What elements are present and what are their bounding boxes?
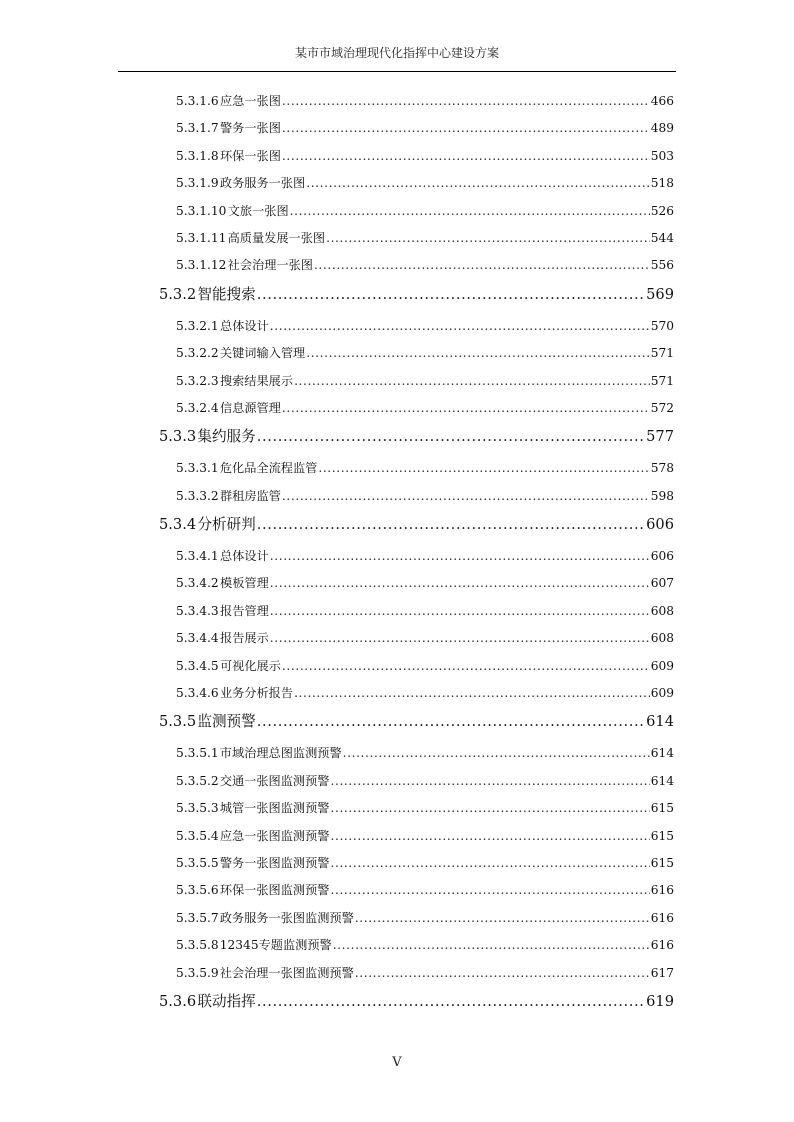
toc-dot-leader <box>257 517 645 533</box>
toc-entry-page: 606 <box>650 549 674 564</box>
toc-subsection-entry[interactable] <box>176 601 674 628</box>
toc-dot-leader <box>282 486 650 506</box>
toc-entry-number: 5.3.1.8 <box>176 148 219 163</box>
toc-entry-page: 466 <box>650 94 674 108</box>
toc-entry-page: 572 <box>650 400 674 415</box>
toc-entry-page: 619 <box>646 992 674 1010</box>
toc-entry-title: 文旅一张图 <box>227 203 289 218</box>
toc-entry-title: 交通一张图监测预警 <box>219 773 330 788</box>
toc-entry-number: 5.3.1.10 <box>176 203 227 218</box>
toc-subsection-entry[interactable] <box>176 683 674 710</box>
toc-entry-page: 556 <box>650 258 674 273</box>
toc-dot-leader <box>257 429 645 445</box>
toc-dot-leader <box>290 201 650 221</box>
toc-entry-page: 570 <box>650 318 674 333</box>
toc-dot-leader <box>355 963 650 983</box>
toc-dot-leader <box>306 343 650 363</box>
toc-entry-title: 政务服务一张图 <box>219 176 306 191</box>
toc-section-entry[interactable] <box>159 513 674 546</box>
toc-entry-page: 608 <box>650 631 674 646</box>
header-rule <box>118 71 676 72</box>
toc-dot-leader <box>343 743 650 763</box>
toc-entry-title: 搜索结果展示 <box>219 373 294 388</box>
toc-entry-page: 609 <box>650 658 674 673</box>
toc-entry-title: 可视化展示 <box>219 658 281 673</box>
toc-entry-page: 615 <box>650 855 674 870</box>
toc-subsection-entry[interactable] <box>176 91 674 118</box>
toc-entry-title: 总体设计 <box>220 318 269 333</box>
toc-entry-title: 警务一张图监测预警 <box>219 855 330 870</box>
toc-entry-title: 报告管理 <box>220 603 269 618</box>
toc-entry-title: 联动指挥 <box>197 992 256 1010</box>
toc-entry-number: 5.3.1.6 <box>176 94 219 108</box>
toc-dot-leader <box>294 371 650 391</box>
toc-dot-leader <box>282 118 650 138</box>
toc-dot-leader <box>270 316 650 336</box>
toc-entry-title: 环保一张图监测预警 <box>219 883 330 898</box>
toc-subsection-entry[interactable] <box>176 546 674 573</box>
toc-entry-number: 5.3.4.3 <box>176 603 219 618</box>
toc-dot-leader <box>331 826 650 846</box>
toc-entry-number: 5.3.2.3 <box>176 373 219 388</box>
toc-dot-leader <box>314 255 650 275</box>
toc-entry-page: 615 <box>650 828 674 843</box>
toc-entry-number: 5.3.5.6 <box>176 883 219 898</box>
toc-entry-title: 12345专题监测预警 <box>219 938 332 953</box>
toc-entry-number: 5.3.2 <box>159 285 197 303</box>
toc-entry-title: 危化品全流程监管 <box>219 461 318 476</box>
toc-entry-title: 社会治理一张图 <box>227 258 313 273</box>
toc-entry-page: 578 <box>650 461 674 476</box>
toc-entry-title: 环保一张图 <box>219 148 281 163</box>
toc-subsection-entry[interactable] <box>176 255 674 282</box>
toc-dot-leader <box>270 573 650 593</box>
toc-entry-title: 应急一张图 <box>219 94 281 108</box>
toc-section-entry[interactable] <box>159 425 674 458</box>
toc-dot-leader <box>355 908 650 928</box>
toc-entry-number: 5.3.2.1 <box>176 318 219 333</box>
toc-subsection-entry[interactable] <box>176 343 674 370</box>
toc-dot-leader <box>270 628 650 648</box>
toc-subsection-entry[interactable] <box>176 798 674 825</box>
toc-subsection-entry[interactable] <box>176 853 674 880</box>
toc-entry-number: 5.3.4 <box>159 516 197 534</box>
toc-subsection-entry[interactable] <box>176 316 674 343</box>
toc-entry-number: 5.3.3 <box>159 428 197 446</box>
toc-entry-number: 5.3.6 <box>159 992 197 1010</box>
toc-dot-leader <box>318 458 649 478</box>
toc-subsection-entry[interactable] <box>176 963 674 990</box>
toc-entry-page: 614 <box>646 713 674 731</box>
toc-entry-page: 577 <box>646 428 674 446</box>
toc-entry-number: 5.3.4.6 <box>176 686 219 701</box>
toc-entry-number: 5.3.5.3 <box>176 801 219 816</box>
toc-subsection-entry[interactable] <box>176 228 674 255</box>
toc-section-entry[interactable] <box>159 990 674 1023</box>
toc-entry-page: 615 <box>650 801 674 816</box>
toc-subsection-entry[interactable] <box>176 826 674 853</box>
toc-entry-page: 544 <box>650 230 674 245</box>
toc-subsection-entry[interactable] <box>176 146 674 173</box>
toc-section-entry[interactable] <box>159 283 674 316</box>
toc-subsection-entry[interactable] <box>176 743 674 770</box>
toc-subsection-entry[interactable] <box>176 398 674 425</box>
toc-entry-page: 616 <box>650 883 674 898</box>
toc-entry-number: 5.3.3.2 <box>176 488 219 503</box>
toc-subsection-entry[interactable] <box>176 486 674 513</box>
toc-dot-leader <box>294 683 650 703</box>
toc-entry-page: 598 <box>650 488 674 503</box>
toc-subsection-entry[interactable] <box>176 771 674 798</box>
toc-entry-title: 政务服务一张图监测预警 <box>219 910 354 925</box>
toc-entry-page: 489 <box>650 121 674 136</box>
toc-entry-title: 应急一张图监测预警 <box>219 828 330 843</box>
toc-entry-number: 5.3.5 <box>159 713 197 731</box>
toc-entry-title: 社会治理一张图监测预警 <box>219 965 354 980</box>
toc-dot-leader <box>331 853 650 873</box>
toc-entry-title: 城管一张图监测预警 <box>219 801 330 816</box>
toc-entry-number: 5.3.5.7 <box>176 910 219 925</box>
toc-entry-number: 5.3.5.2 <box>176 773 219 788</box>
toc-entry-page: 609 <box>650 686 674 701</box>
toc-entry-number: 5.3.5.9 <box>176 965 219 980</box>
toc-subsection-entry[interactable] <box>176 118 674 145</box>
toc-entry-number: 5.3.1.12 <box>176 258 227 273</box>
toc-entry-title: 监测预警 <box>197 713 256 731</box>
toc-entry-number: 5.3.2.2 <box>176 346 219 361</box>
toc-entry-page: 503 <box>650 148 674 163</box>
toc-entry-number: 5.3.5.8 <box>176 938 219 953</box>
toc-entry-title: 市域治理总图监测预警 <box>219 746 342 761</box>
table-of-contents <box>0 91 794 1023</box>
toc-dot-leader <box>282 146 650 166</box>
toc-entry-number: 5.3.5.5 <box>176 855 219 870</box>
toc-section-entry[interactable] <box>159 710 674 743</box>
toc-entry-page: 607 <box>650 576 674 591</box>
toc-entry-title: 群租房监管 <box>219 488 281 503</box>
toc-entry-number: 5.3.2.4 <box>176 400 219 415</box>
toc-entry-title: 模板管理 <box>220 576 269 591</box>
toc-dot-leader <box>331 798 650 818</box>
toc-entry-title: 高质量发展一张图 <box>227 230 326 245</box>
toc-entry-title: 信息源管理 <box>219 400 281 415</box>
toc-entry-number: 5.3.1.11 <box>176 230 227 245</box>
toc-entry-page: 616 <box>650 910 674 925</box>
toc-entry-title: 业务分析报告 <box>219 686 294 701</box>
toc-entry-number: 5.3.3.1 <box>176 461 219 476</box>
toc-subsection-entry[interactable] <box>176 935 674 962</box>
toc-entry-page: 617 <box>650 965 674 980</box>
toc-entry-number: 5.3.4.5 <box>176 658 219 673</box>
toc-dot-leader <box>282 398 650 418</box>
toc-entry-page: 608 <box>650 603 674 618</box>
toc-dot-leader <box>257 714 645 730</box>
toc-subsection-entry[interactable] <box>176 908 674 935</box>
toc-subsection-entry[interactable] <box>176 458 674 485</box>
toc-entry-page: 614 <box>650 773 674 788</box>
toc-entry-page: 518 <box>650 176 674 191</box>
toc-entry-number: 5.3.4.1 <box>176 549 219 564</box>
toc-dot-leader <box>282 91 650 111</box>
toc-entry-title: 关键词输入管理 <box>219 346 306 361</box>
toc-subsection-entry[interactable] <box>176 573 674 600</box>
page-header: 某市市域治理现代化指挥中心建设方案 <box>294 46 499 60</box>
toc-entry-page: 571 <box>650 346 674 361</box>
toc-dot-leader <box>326 228 650 248</box>
toc-dot-leader <box>282 656 650 676</box>
toc-dot-leader <box>331 880 650 900</box>
toc-entry-page: 526 <box>650 203 674 218</box>
toc-entry-title: 报告展示 <box>220 631 269 646</box>
toc-dot-leader <box>270 546 650 566</box>
toc-entry-number: 5.3.5.4 <box>176 828 219 843</box>
toc-entry-page: 614 <box>650 746 674 761</box>
toc-entry-title: 集约服务 <box>197 428 256 446</box>
toc-subsection-entry[interactable] <box>176 173 674 200</box>
toc-dot-leader <box>270 601 650 621</box>
toc-subsection-entry[interactable] <box>176 628 674 655</box>
toc-entry-number: 5.3.1.9 <box>176 176 219 191</box>
toc-entry-number: 5.3.4.2 <box>176 576 219 591</box>
toc-subsection-entry[interactable] <box>176 656 674 683</box>
toc-entry-title: 智能搜索 <box>197 285 256 303</box>
toc-entry-title: 总体设计 <box>220 549 269 564</box>
toc-entry-page: 571 <box>650 373 674 388</box>
toc-entry-title: 警务一张图 <box>219 121 281 136</box>
toc-dot-leader <box>306 173 650 193</box>
toc-entry-number: 5.3.5.1 <box>176 746 219 761</box>
toc-subsection-entry[interactable] <box>176 880 674 907</box>
toc-entry-number: 5.3.4.4 <box>176 631 219 646</box>
toc-entry-title: 分析研判 <box>197 516 256 534</box>
toc-dot-leader <box>257 287 645 303</box>
toc-entry-number: 5.3.1.7 <box>176 121 219 136</box>
toc-entry-page: 569 <box>646 285 674 303</box>
toc-entry-page: 616 <box>650 938 674 953</box>
toc-subsection-entry[interactable] <box>176 371 674 398</box>
page-number: V <box>392 1055 402 1070</box>
toc-entry-page: 606 <box>646 516 674 534</box>
toc-dot-leader <box>257 994 645 1010</box>
toc-dot-leader <box>333 935 650 955</box>
toc-subsection-entry[interactable] <box>176 201 674 228</box>
toc-dot-leader <box>331 771 650 791</box>
